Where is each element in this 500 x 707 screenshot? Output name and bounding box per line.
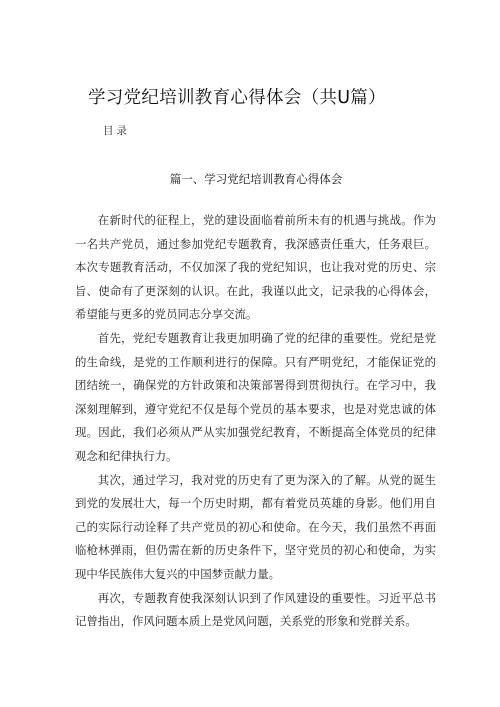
document-title: 学习党纪培训教育心得体会（共U篇） [88, 88, 386, 108]
paragraph-2: 首先，党纪专题教育让我更加明确了党的纪律的重要性。党纪是党的生命线，是党的工作顺利进行的保障。只有严明党纪，才能保证党的团结统一，确保党的方针政策和决策部署得到贯彻执行。在学习中，我深刻理解到，遵守党纪不仅是每个党员的基本要求，也是对党忠诚的体现。因此，我们必须从严从实加强党纪教育，不断提高全体党员的纪律观念和纪律执行力。 [75, 330, 436, 463]
paragraph-4: 再次，专题教育使我深刻认识到了作风建设的重要性。习近平总书记曾指出，作风问题本质上是党风问题，关系党的形象和党群关系。 [75, 590, 436, 629]
paragraph-1: 在新时代的征程上，党的建设面临着前所未有的机遇与挑战。作为一名共产党员，通过参加党纪专题教育，我深感责任重大，任务艰巨。本次专题教育活动，不仅加深了我的党纪知识，也让我对党的历史、宗旨、使命有了更深刻的认识。在此，我谨以此文，记录我的心得体会，希望能与更多的党员同志分享交流。 [75, 213, 436, 322]
section-heading: 篇一、学习党纪培训教育心得体会 [169, 172, 343, 186]
table-of-contents-label: 目录 [103, 125, 130, 137]
body-text [75, 209, 436, 634]
paragraph-3: 其次，通过学习，我对党的历史有了更为深入的了解。从党的诞生到党的发展壮大，每一个历史时期，都有着党员英雄的身影。他们用自己的实际行动诠释了共产党员的初心和使命。在今天，我们虽然不再面临枪林弹雨，但仍需在新的历史条件下，坚守党员的初心和使命，为实现中华民族伟大复兴的中国梦贡献力量。 [75, 472, 436, 581]
